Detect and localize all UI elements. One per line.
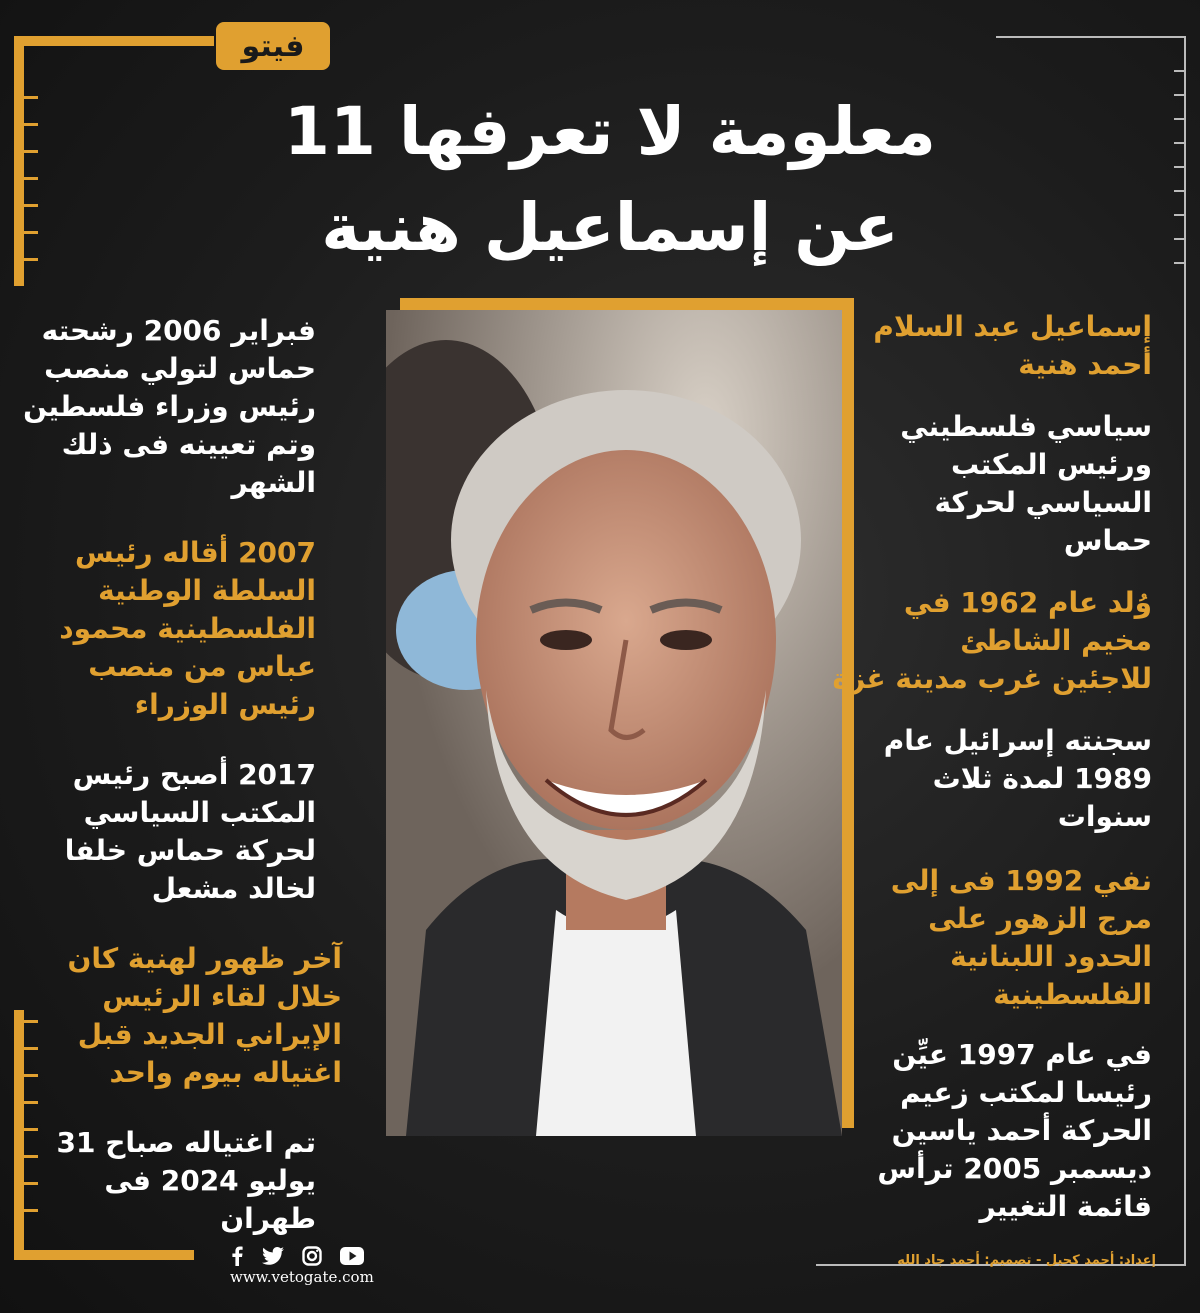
page-title [230, 84, 990, 276]
brand-logo-text: فيتو [241, 28, 305, 64]
fact-line: الحدود اللبنانية [950, 940, 1152, 973]
brand-logo [216, 22, 330, 70]
website-url[interactable]: www.vetogate.com [230, 1268, 374, 1286]
frame-accent-left-top [14, 36, 24, 286]
frame-accent-bottom [14, 1250, 194, 1260]
fact-line: عباس من منصب [88, 650, 316, 683]
fact-line: وُلد عام 1962 في [903, 586, 1152, 619]
page-title-line2: عن إسماعيل هنية [321, 189, 899, 266]
fact-line: 2017 أصبح رئيس [72, 758, 316, 791]
fact-line: وتم تعيينه فى ذلك [61, 428, 316, 461]
fact-line: السلطة الوطنية [98, 574, 316, 607]
fact-prison [884, 722, 1152, 836]
twitter-icon[interactable] [262, 1247, 284, 1269]
fact-line: سياسي فلسطيني [900, 410, 1152, 443]
frame-accent-left-bottom [14, 1010, 24, 1260]
fact-dismissal-2007 [59, 534, 316, 724]
fact-line: فبراير 2006 رشحته [41, 314, 316, 347]
fact-line: 2007 أقاله رئيس [74, 536, 316, 569]
fact-line: الفلسطينية محمود [59, 612, 316, 645]
fact-line: 1989 لمدة ثلاث [932, 762, 1152, 795]
fact-line: الشهر [231, 466, 316, 499]
fact-line: لحركة حماس خلفا [64, 834, 316, 867]
social-links [230, 1246, 364, 1270]
fact-line: الحركة أحمد ياسين [891, 1114, 1152, 1147]
fact-line: أحمد هنية [1018, 348, 1152, 381]
fact-line: ورئيس المكتب [950, 448, 1152, 481]
fact-line: طهران [220, 1202, 316, 1235]
frame-line-right [1184, 36, 1186, 1266]
fact-line: السياسي لحركة [934, 486, 1152, 519]
fact-line: تم اغتياله صباح 31 [56, 1126, 316, 1159]
fact-line: رئيس وزراء فلسطين [23, 390, 316, 423]
fact-line: يوليو 2024 فى [104, 1164, 316, 1197]
credits: إعداد: أحمد كحيل - تصميم: أحمد جاد الله [897, 1253, 1156, 1268]
youtube-icon[interactable] [340, 1247, 364, 1269]
fact-politburo-2017 [65, 756, 316, 908]
fact-line: للاجئين غرب مدينة غزة [832, 662, 1152, 695]
fact-line: سنوات [1057, 800, 1152, 833]
fact-line: آخر ظهور لهنية كان [67, 942, 342, 975]
fact-assassination [57, 1124, 316, 1238]
fact-pm-2006 [23, 312, 316, 502]
frame-line-right-top [996, 36, 1186, 38]
fact-line: حماس [1063, 524, 1152, 557]
fact-line: المكتب السياسي [83, 796, 316, 829]
frame-ticks-bottom [24, 1020, 38, 1236]
fact-profession [900, 408, 1152, 560]
fact-full-name [873, 308, 1152, 384]
fact-line: نفي 1992 فى إلى [890, 864, 1152, 897]
fact-line: قائمة التغيير [979, 1190, 1152, 1223]
fact-line: سجنته إسرائيل عام [883, 724, 1152, 757]
fact-line: في عام 1997 عيِّن [892, 1038, 1152, 1071]
frame-ticks-right [1174, 70, 1184, 286]
portrait-photo [386, 310, 842, 1136]
facebook-icon[interactable] [230, 1246, 244, 1270]
frame-ticks-top [24, 96, 38, 285]
fact-line: خلال لقاء الرئيس [102, 980, 342, 1013]
instagram-icon[interactable] [302, 1246, 322, 1270]
fact-exile [891, 862, 1152, 1014]
fact-line: إسماعيل عبد السلام [873, 310, 1152, 343]
fact-line: رئيسا لمكتب زعيم [900, 1076, 1152, 1109]
fact-birth [833, 584, 1152, 698]
fact-line: حماس لتولي منصب [44, 352, 316, 385]
fact-line: مرج الزهور على [928, 902, 1152, 935]
fact-last-appearance [67, 940, 342, 1092]
fact-line: الإيراني الجديد قبل [77, 1018, 342, 1051]
fact-line: الفلسطينية [993, 978, 1152, 1011]
fact-line: لخالد مشعل [151, 872, 316, 905]
fact-line: اغتياله بيوم واحد [109, 1056, 342, 1089]
fact-line: رئيس الوزراء [134, 688, 316, 721]
fact-line: ديسمبر 2005 ترأس [877, 1152, 1152, 1185]
portrait-illustration [386, 310, 842, 1136]
page-title-line1: 11 معلومة لا تعرفها [284, 93, 936, 170]
fact-office-1997 [877, 1036, 1152, 1226]
fact-line: مخيم الشاطئ [960, 624, 1152, 657]
frame-accent-top [14, 36, 214, 46]
